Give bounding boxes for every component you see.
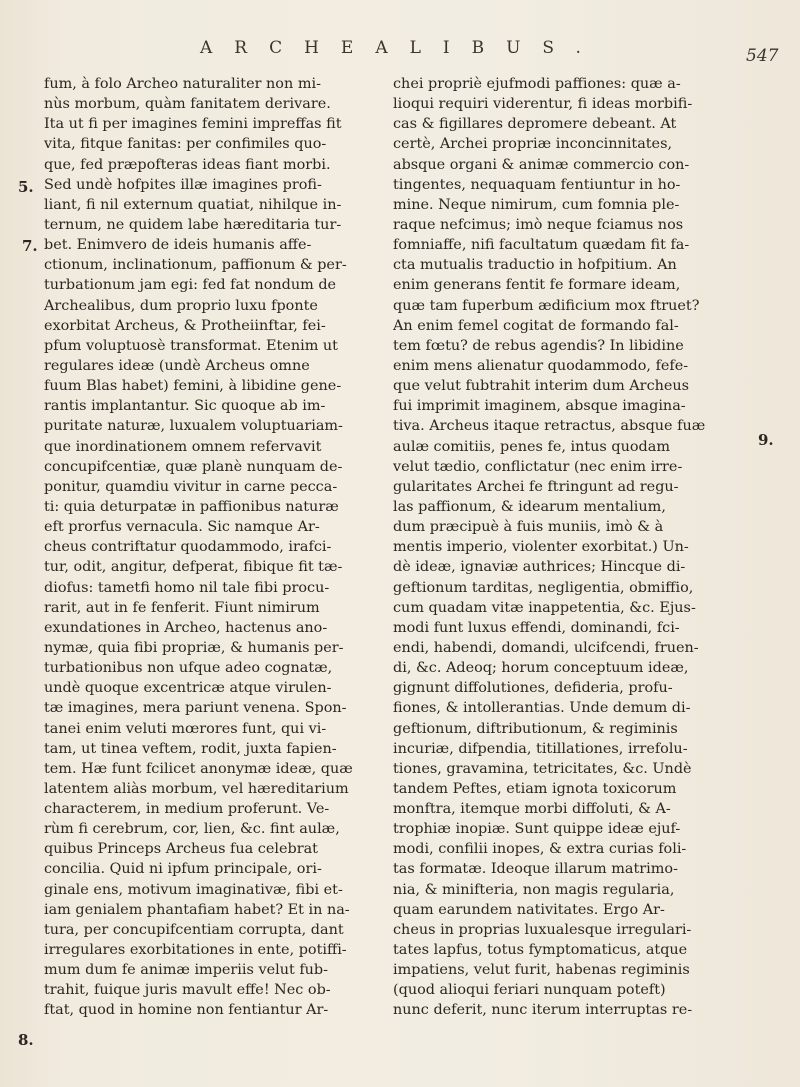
- text-line: quam earundem nativitates. Ergo Ar-: [393, 901, 665, 918]
- left-column: [44, 74, 380, 1021]
- text-line: Ita ut fi per imagines femini impreffas fit: [44, 116, 342, 133]
- text-line: tiones, gravamina, tetricitates, &c. Undè: [393, 760, 692, 777]
- text-line: impatiens, velut furit, habenas regiminis: [393, 962, 690, 979]
- text-line: velut tædio, conflictatur (nec enim irre-: [393, 458, 683, 475]
- text-line: diofus: tametfi homo nil tale fibi procu-: [44, 579, 330, 596]
- text-line: tem fœtu? de rebus agendis? In libidine: [393, 337, 684, 354]
- text-line: absque organi & animæ commercio con-: [393, 156, 690, 173]
- text-line: vita, fitque fanitas: per confimiles quo-: [44, 136, 327, 153]
- text-line: tiva. Archeus itaque retractus, absque fuæ: [393, 418, 706, 435]
- text-line: turbationibus non ufque adeo cognatæ,: [44, 660, 333, 677]
- text-line: latentem aliàs morbum, vel hæreditarium: [44, 780, 349, 797]
- text-line: mentis imperio, violenter exorbitat.) Un-: [393, 539, 689, 556]
- text-line: que inordinationem omnem refervavit: [44, 438, 322, 455]
- text-line: di, &c. Adeoq; horum conceptuum ideæ,: [393, 660, 689, 677]
- text-line: cheus contriftatur quodammodo, irafci-: [44, 539, 332, 556]
- text-line: modi, confilii inopes, & extra curias foli-: [393, 841, 687, 858]
- page-number: 547: [746, 46, 779, 66]
- text-line: tandem Peftes, etiam ignota toxicorum: [393, 780, 677, 797]
- text-line: gignunt diffolutiones, defideria, profu-: [393, 680, 673, 697]
- text-line: ginale ens, motivum imaginativæ, fibi et-: [44, 881, 343, 898]
- text-line: tingentes, nequaquam fentiuntur in ho-: [393, 176, 681, 193]
- text-line: las paffionum, & idearum mentalium,: [393, 498, 666, 515]
- text-line: quibus Princeps Archeus fua celebrat: [44, 841, 318, 858]
- text-line: fui imprimit imaginem, absque imagina-: [393, 398, 686, 415]
- text-line: ftat, quod in homine non fentiantur Ar-: [44, 1002, 329, 1019]
- text-line: concilia. Quid ni ipfum principale, ori-: [44, 861, 322, 878]
- text-line: regulares ideæ (undè Archeus omne: [44, 357, 310, 374]
- margin-marker-5: 5.: [18, 178, 34, 196]
- text-line: bet. Enimvero de ideis humanis affe-: [44, 237, 312, 254]
- margin-marker-7: 7.: [22, 237, 38, 255]
- text-line: mine. Neque nimirum, cum fomnia ple-: [393, 196, 680, 213]
- text-line: chei propriè ejufmodi paffiones: quæ a-: [393, 76, 681, 92]
- right-column: [393, 74, 738, 1021]
- running-head: ARCHEALIBUS.: [200, 38, 603, 58]
- text-line: fum, à folo Archeo naturaliter non mi-: [44, 76, 321, 92]
- text-line: ti: quia deturpatæ in paffionibus naturæ: [44, 498, 339, 515]
- text-line: nùs morbum, quàm fanitatem derivare.: [44, 96, 331, 113]
- text-line: iam genialem phantafiam habet? Et in na-: [44, 901, 350, 918]
- text-line: An enim femel cogitat de formando fal-: [393, 317, 679, 334]
- margin-marker-8: 8.: [18, 1031, 34, 1049]
- text-line: fuum Blas habet) femini, à libidine gene-: [44, 378, 342, 395]
- text-line: rarit, aut in fe fenferit. Fiunt nimirum: [44, 599, 320, 616]
- text-line: dè ideæ, ignaviæ authrices; Hincque di-: [393, 559, 686, 576]
- text-line: quæ tam fuperbum ædificium mox ftruet?: [393, 297, 700, 314]
- text-line: cas & figillares depromere debeant. At: [393, 116, 677, 133]
- text-line: que velut fubtrahit interim dum Archeus: [393, 378, 690, 395]
- text-line: trahit, fuique juris mavult effe! Nec ob-: [44, 982, 331, 999]
- text-line: pfum voluptuosè transformat. Etenim ut: [44, 337, 338, 354]
- text-line: tas formatæ. Ideoque illarum matrimo-: [393, 861, 678, 878]
- text-line: incuriæ, difpendia, titillationes, irrefolu-: [393, 740, 688, 757]
- text-line: raque nefcimus; imò neque fciamus nos: [393, 216, 684, 233]
- text-line: (quod alioqui feriari nunquam poteft): [393, 982, 666, 999]
- text-line: nymæ, quia fibi propriæ, & humanis per-: [44, 639, 344, 656]
- text-line: enim mens alienatur quodammodo, fefe-: [393, 357, 689, 374]
- text-line: ponitur, quamdiu vivitur in carne pecca-: [44, 478, 338, 495]
- margin-marker-9: 9.: [758, 431, 774, 449]
- text-line: enim generans fentit fe formare ideam,: [393, 277, 681, 294]
- text-line: tura, per concupifcentiam corrupta, dant: [44, 921, 344, 938]
- text-line: geftionum, diftributionum, & regiminis: [393, 720, 678, 737]
- text-line: modi funt luxus effendi, dominandi, fci-: [393, 619, 680, 636]
- text-line: cheus in proprias luxualesque irregulari-: [393, 921, 692, 938]
- text-line: turbationum jam egi: fed fat nondum de: [44, 277, 337, 294]
- text-line: rantis implantantur. Sic quoque ab im-: [44, 398, 326, 415]
- text-line: tur, odit, angitur, defperat, fibique fit tæ-: [44, 559, 343, 576]
- text-line: trophiæ inopiæ. Sunt quippe ideæ ejuf-: [393, 821, 681, 838]
- text-line: tem. Hæ funt fcilicet anonymæ ideæ, quæ: [44, 760, 353, 777]
- text-line: aulæ comitiis, penes fe, intus quodam: [393, 438, 670, 455]
- text-line: exundationes in Archeo, hactenus ano-: [44, 619, 328, 636]
- text-line: fiones, & intollerantias. Unde demum di-: [393, 700, 691, 717]
- text-line: tæ imagines, mera pariunt venena. Spon-: [44, 700, 347, 717]
- text-line: dum præcipuè à fuis muniis, imò & à: [393, 519, 664, 536]
- text-line: geftionum tarditas, negligentia, obmiffio,: [393, 579, 694, 596]
- text-line: nunc deferit, nunc iterum interruptas re-: [393, 1002, 693, 1019]
- text-line: eft prorfus vernacula. Sic namque Ar-: [44, 519, 320, 536]
- text-line: Sed undè hofpites illæ imagines profi-: [44, 176, 322, 193]
- text-line: irregulares exorbitationes in ente, potiffi-: [44, 942, 347, 959]
- text-line: undè quoque excentricæ atque virulen-: [44, 680, 332, 697]
- text-line: tanei enim veluti mœrores funt, qui vi-: [44, 720, 327, 737]
- text-line: certè, Archei propriæ inconcinnitates,: [393, 136, 673, 153]
- text-line: tam, ut tinea veftem, rodit, juxta fapien-: [44, 740, 337, 757]
- text-line: endi, habendi, domandi, ulcifcendi, fruen-: [393, 639, 699, 656]
- text-line: characterem, in medium proferunt. Ve-: [44, 801, 330, 818]
- text-line: que, fed præpofteras ideas fiant morbi.: [44, 156, 331, 173]
- text-line: exorbitat Archeus, & Protheiinftar, fei-: [44, 317, 326, 334]
- text-line: Archealibus, dum proprio luxu fponte: [44, 297, 318, 314]
- text-line: cum quadam vitæ inappetentia, &c. Ejus-: [393, 599, 696, 616]
- text-line: ctionum, inclinationum, paffionum & per-: [44, 257, 347, 274]
- text-line: gularitates Archei fe ftringunt ad regu-: [393, 478, 679, 495]
- text-line: mum dum fe animæ imperiis velut fub-: [44, 962, 329, 979]
- text-line: cta mutualis traductio in hofpitium. An: [393, 257, 677, 274]
- text-line: concupifcentiæ, quæ planè nunquam de-: [44, 458, 343, 475]
- text-line: fomniaffe, nifi facultatum quædam fit fa-: [393, 237, 690, 254]
- text-line: nia, & minifteria, non magis regularia,: [393, 881, 675, 898]
- text-line: ternum, ne quidem labe hæreditaria tur-: [44, 216, 342, 233]
- text-line: liant, fi nil externum quatiat, nihilque in-: [44, 196, 342, 213]
- text-line: lioqui requiri viderentur, fi ideas morbifi-: [393, 96, 693, 113]
- text-line: puritate naturæ, luxualem voluptuariam-: [44, 418, 343, 435]
- text-line: monftra, itemque morbi diffoluti, & A-: [393, 801, 671, 818]
- text-line: rùm fi cerebrum, cor, lien, &c. fint aulæ,: [44, 821, 340, 838]
- text-line: tates lapfus, totus fymptomaticus, atque: [393, 942, 688, 959]
